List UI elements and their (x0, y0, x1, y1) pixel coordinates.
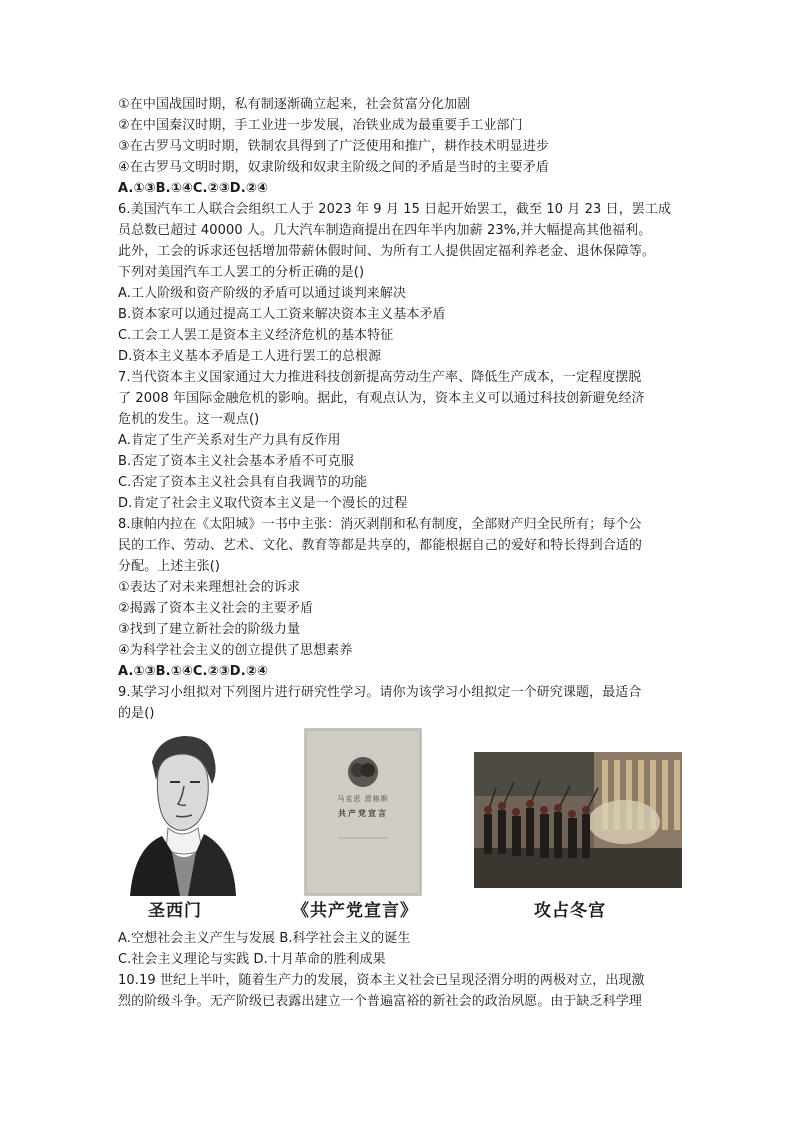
choice-b: B.否定了资本主义社会基本矛盾不可克服 (118, 454, 354, 469)
answer-choices: A.①③B.①④C.②③D.②④ (118, 664, 268, 679)
answer-choices: A.①③B.①④C.②③D.②④ (118, 181, 268, 196)
question-stem: 的是() (118, 706, 155, 721)
option-4: ④为科学社会主义的创立提供了思想素养 (118, 643, 353, 658)
choice-a: A.肯定了生产关系对生产力具有反作用 (118, 433, 341, 448)
choice-c: C.工会工人罢工是资本主义经济危机的基本特征 (118, 328, 394, 343)
cover-title: 共产党宣言 (338, 809, 388, 818)
question-stem: 烈的阶级斗争。无产阶级已表露出建立一个普遍富裕的新社会的政治夙愿。由于缺乏科学理 (118, 994, 643, 1009)
exam-page (118, 94, 683, 1012)
question-stem: 危机的发生。这一观点() (118, 412, 260, 427)
portrait-image (122, 728, 244, 896)
choice-a-b: A.空想社会主义产生与发展 B.科学社会主义的诞生 (118, 931, 411, 946)
choice-c: C.否定了资本主义社会具有自我调节的功能 (118, 475, 368, 490)
communist-manifesto-cover (292, 728, 424, 921)
figure-caption: 攻占冬宫 (534, 901, 606, 921)
choice-b: B.资本家可以通过提高工人工资来解决资本主义基本矛盾 (118, 307, 446, 322)
question-stem: 此外，工会的诉求还包括增加带薪休假时间、为所有工人提供固定福利养老金、退休保障等。 (118, 244, 656, 259)
question-stem: 分配。上述主张() (118, 559, 221, 574)
option-1: ①在中国战国时期，私有制逐渐确立起来，社会贫富分化加剧 (118, 97, 471, 112)
question-stem: 民的工作、劳动、艺术、文化、教育等都是共享的，都能根据自己的爱好和特长得到合适的 (118, 538, 643, 553)
option-2: ②揭露了资本主义社会的主要矛盾 (118, 601, 314, 616)
figure-caption: 《共产党宣言》 (292, 901, 418, 921)
previous-question-options (118, 94, 683, 199)
question-stem: 6.美国汽车工人联合会组织工人于 2023 年 9 月 15 日起开始罢工，截至 10 月 23 日，罢工成 (118, 202, 672, 217)
figure-caption: 圣西门 (148, 901, 202, 921)
question-stem: 9.某学习小组拟对下列图片进行研究性学习。请你为该学习小组拟定一个研究课题，最适合 (118, 685, 642, 700)
question-7 (118, 367, 683, 514)
figure-row (118, 728, 683, 926)
choice-c-d: C.社会主义理论与实践 D.十月革命的胜利成果 (118, 952, 386, 967)
option-3: ③找到了建立新社会的阶级力量 (118, 622, 301, 637)
question-6 (118, 199, 683, 367)
painting-image (474, 752, 682, 888)
option-1: ①表达了对未来理想社会的诉求 (118, 580, 301, 595)
question-stem: 8.康帕内拉在《太阳城》一书中主张：消灭剥削和私有制度，全部财产归全民所有；每个公 (118, 517, 642, 532)
question-10 (118, 970, 683, 1012)
question-stem: 了 2008 年国际金融危机的影响。据此，有观点认为，资本主义可以通过科技创新避免经济 (118, 391, 645, 406)
question-9 (118, 682, 683, 970)
saint-simon-portrait (122, 728, 244, 921)
question-stem: 7.当代资本主义国家通过大力推进科技创新提高劳动生产率、降低生产成本，一定程度摆脱 (118, 370, 642, 385)
choice-d: D.资本主义基本矛盾是工人进行罢工的总根源 (118, 349, 382, 364)
question-stem: 10.19 世纪上半叶，随着生产力的发展，资本主义社会已呈现泾渭分明的两极对立，出现激 (118, 973, 645, 988)
choice-a: A.工人阶级和资产阶级的矛盾可以通过谈判来解决 (118, 286, 407, 301)
question-stem: 下列对美国汽车工人罢工的分析正确的是() (118, 265, 365, 280)
winter-palace-painting (474, 728, 684, 921)
option-4: ④在古罗马文明时期，奴隶阶级和奴隶主阶级之间的矛盾是当时的主要矛盾 (118, 160, 549, 175)
question-stem: 员总数已超过 40000 人。几大汽车制造商提出在四年半内加薪 23%,并大幅提高其他福利。 (118, 223, 652, 238)
choice-d: D.肯定了社会主义取代资本主义是一个漫长的过程 (118, 496, 408, 511)
option-3: ③在古罗马文明时期，铁制农具得到了广泛使用和推广，耕作技术明显进步 (118, 139, 549, 154)
cover-author: 马克思 恩格斯 (337, 795, 389, 803)
question-8 (118, 514, 683, 682)
option-2: ②在中国秦汉时期，手工业进一步发展，冶铁业成为最重要手工业部门 (118, 118, 523, 133)
